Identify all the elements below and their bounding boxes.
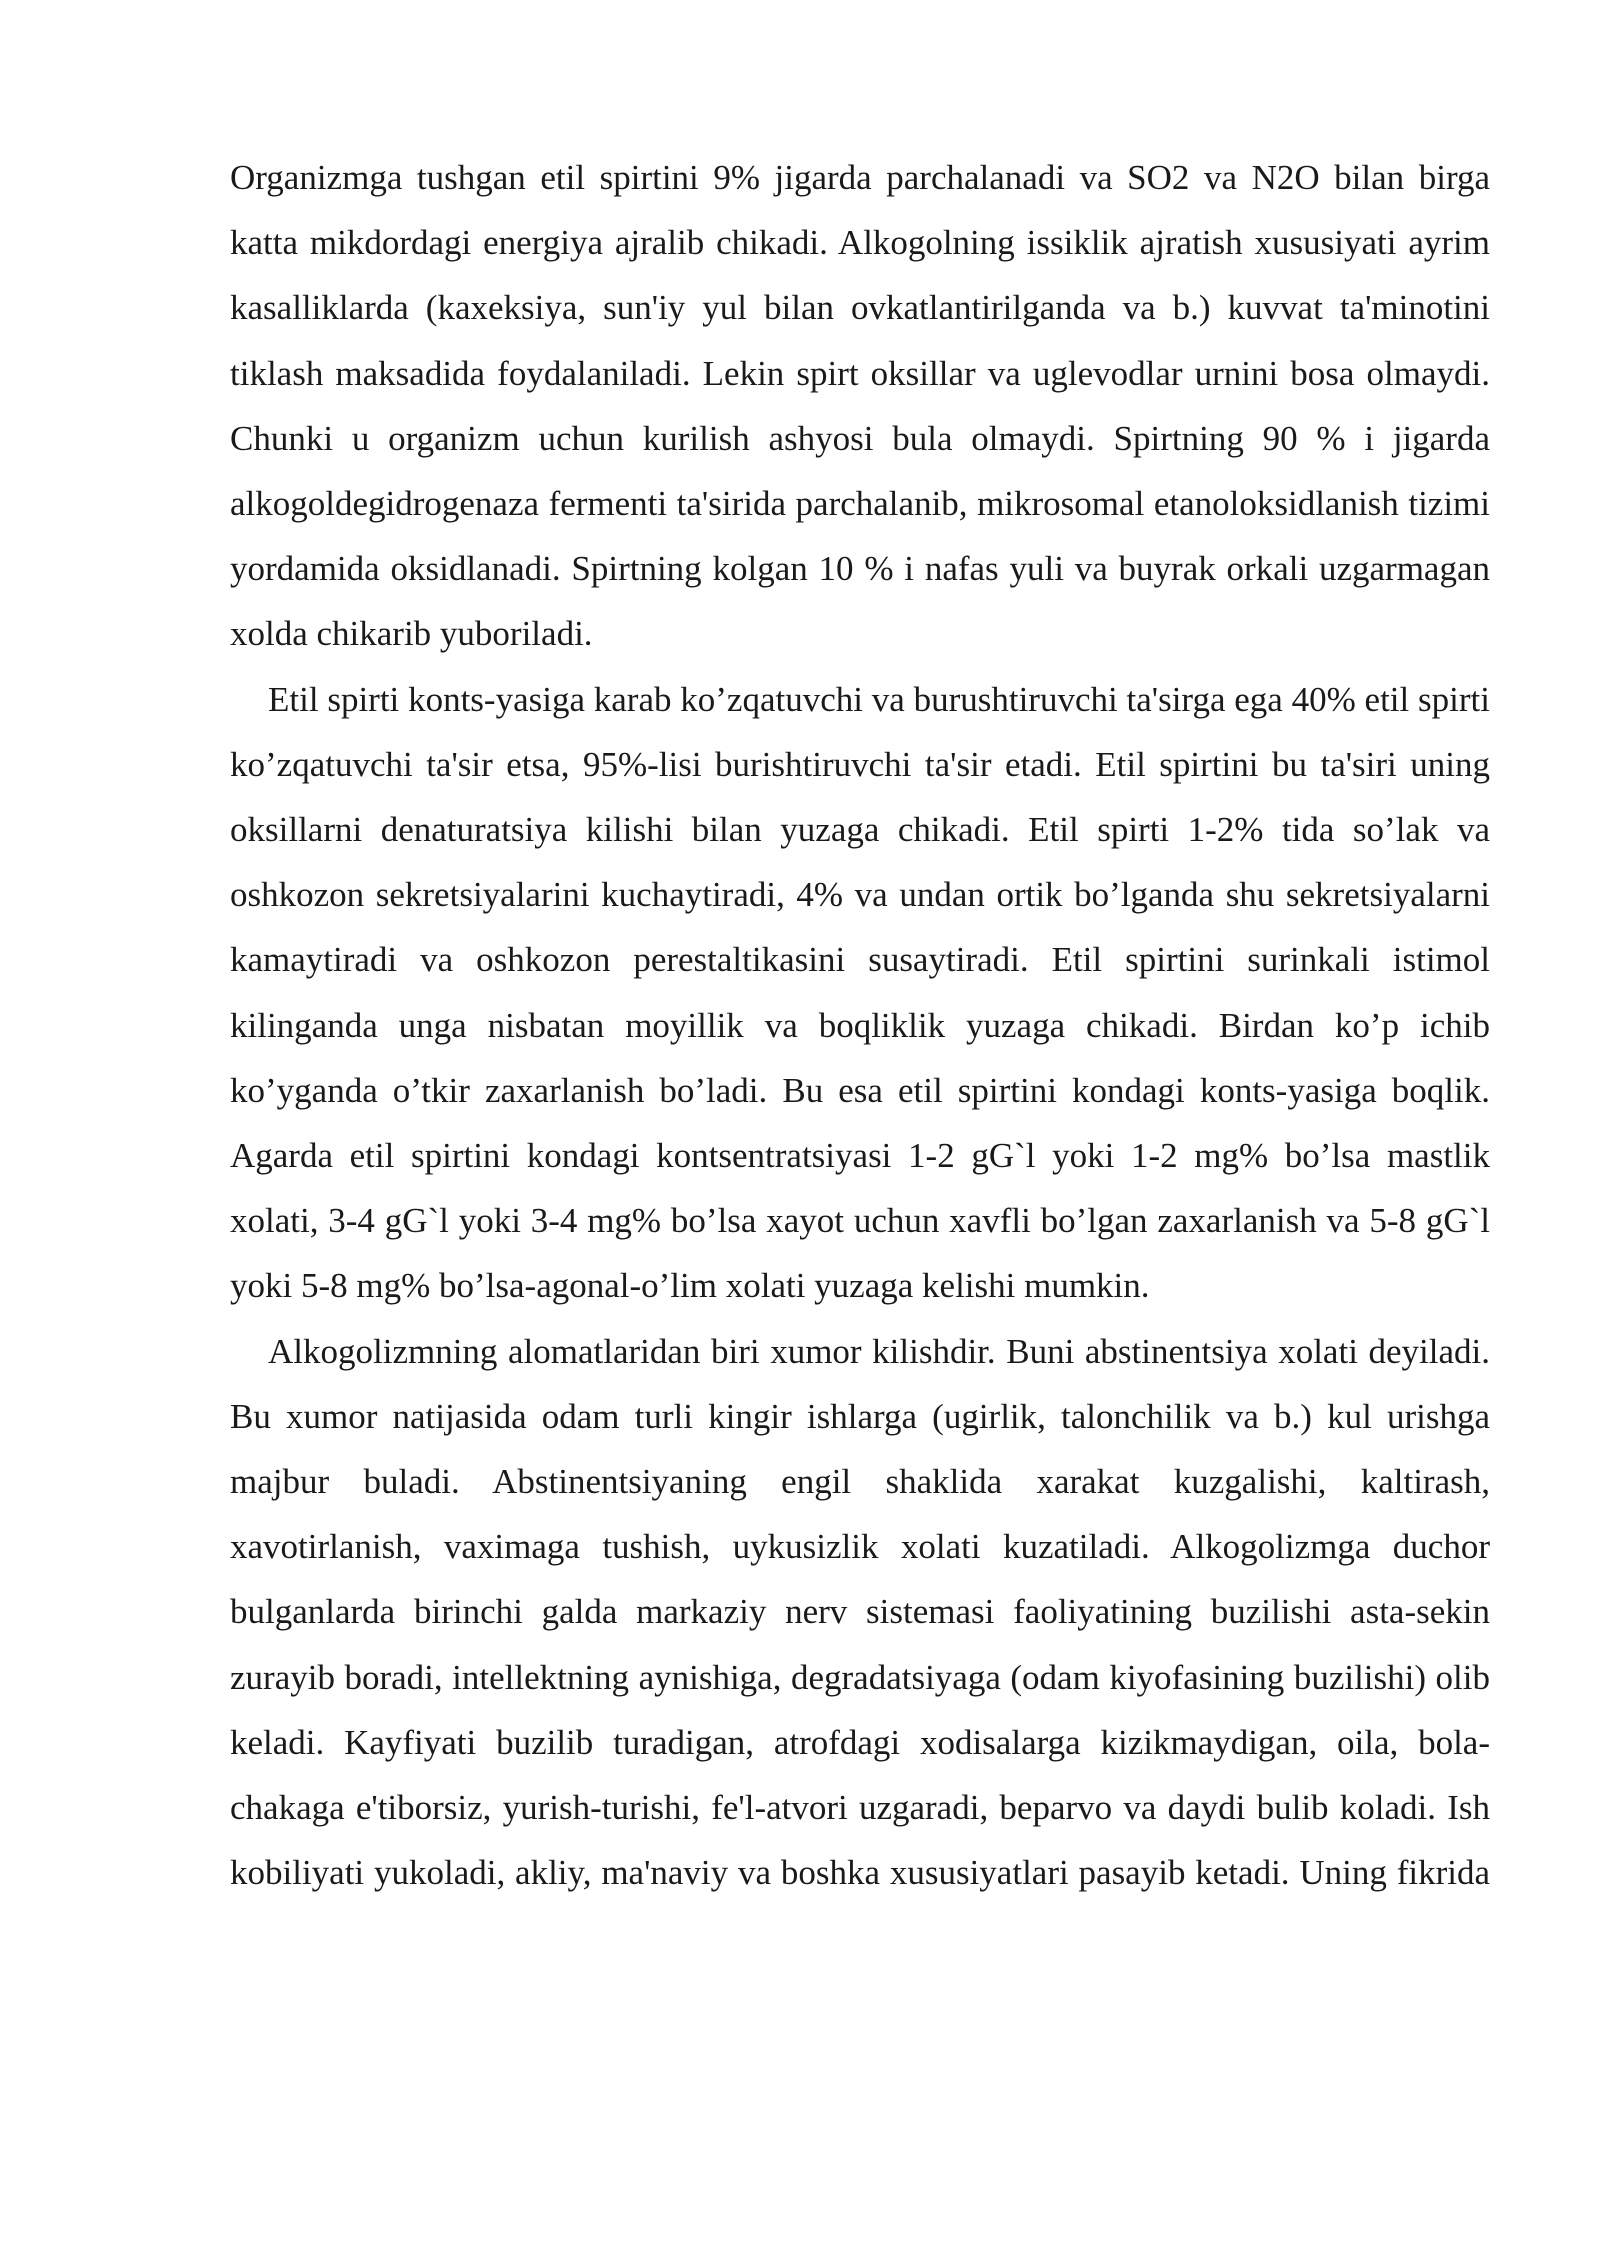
paragraph-alcoholism-symptoms: Alkogolizmning alomatlaridan biri xumor kilishdir. Buni abstinentsiya xolati deyiladi. Bu xumor natijasida odam turli kingir ishlarga (ugirlik, talonchilik va b.) kul urishga majbur buladi. Abstinentsiyaning engil shaklida xarakat kuzgalishi, kaltirash, xavotirlanish, vaximaga tushish, uykusizlik xolati kuzatiladi. Alkogolizmga duchor bulganlarda birinchi galda markaziy nerv sistemasi faoliyatining buzilishi asta-sekin zurayib boradi, intellektning aynishiga, degradatsiyaga (odam kiyofasining buzilishi) olib keladi. Kayfiyati buzilib turadigan, atrofdagi xodisalarga kizikmaydigan, oila, bola-chakaga e'tiborsiz, yurish-turishi, fe'l-atvori uzgaradi, beparvo va daydi bulib koladi. Ish kobiliyati yukoladi, akliy, ma'naviy va boshka xususiyatlari pasayib ketadi. Uning fikrida xyxy=(230,1331,1490,1893)
paragraph-ethanol-metabolism: Organizmga tushgan etil spirtini 9% jigarda parchalanadi va SO2 va N2O bilan birga katta mikdordagi energiya ajralib chikadi. Alkogolning issiklik ajratish xususiyati ayrim kasalliklarda (kaxeksiya, sun'iy yul bilan ovkatlantirilganda va b.) kuvvat ta'minotini tiklash maksadida foydalaniladi. Lekin spirt oksillar va uglevodlar urnini bosa olmaydi. Chunki u organizm uchun kurilish ashyosi bula olmaydi. Spirtning 90 % i jigarda alkogoldegidrogenaza fermenti ta'sirida parchalanib, mikrosomal etanoloksidlanish tizimi yordamida oksidlanadi. Spirtning kolgan 10 % i nafas yuli va buyrak orkali uzgarmagan xolda chikarib yuboriladi. xyxy=(230,158,1490,654)
paragraph-ethanol-effects: Etil spirti konts-yasiga karab ko’zqatuvchi va burushtiruvchi ta'sirga ega 40% etil spirti ko’zqatuvchi ta'sir etsa, 95%-lisi burishtiruvchi ta'sir etadi. Etil spirtini bu ta'siri uning oksillarni denaturatsiya kilishi bilan yuzaga chikadi. Etil spirti 1-2% tida so’lak va oshkozon sekretsiyalarini kuchaytiradi, 4% va undan ortik bo’lganda shu sekretsiyalarni kamaytiradi va oshkozon perestaltikasini susaytiradi. Etil spirtini surinkali istimol kilinganda unga nisbatan moyillik va boqliklik yuzaga chikadi. Birdan ko’p ichib ko’yganda o’tkir zaxarlanish bo’ladi. Bu esa etil spirtini kondagi konts-yasiga boqlik. Agarda etil spirtini kondagi kontsentratsiyasi 1-2 gG`l yoki 1-2 mg% bo’lsa mastlik xolati, 3-4 gG`l yoki 3-4 mg% bo’lsa xayot uchun xavfli bo’lgan zaxarlanish va 5-8 gG`l yoki 5-8 mg% bo’lsa-agonal-o’lim xolati yuzaga kelishi mumkin. xyxy=(230,679,1490,1306)
document-page xyxy=(230,145,1490,1905)
